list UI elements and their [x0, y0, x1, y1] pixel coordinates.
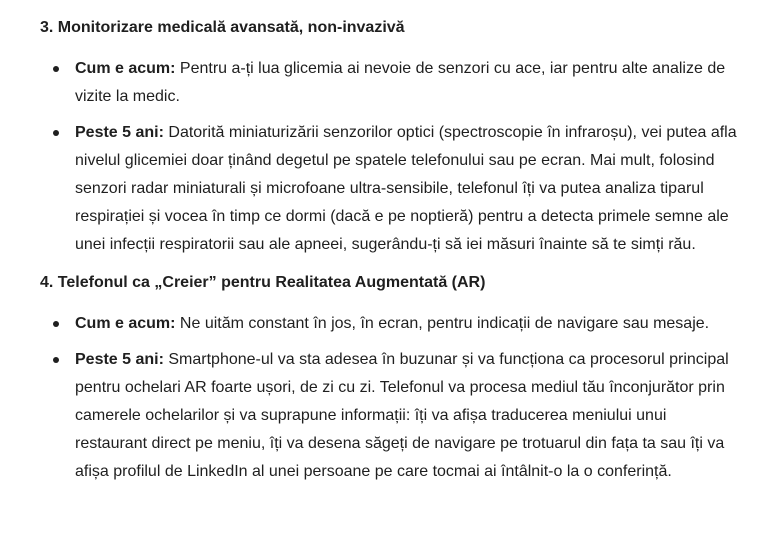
bullet-list — [40, 55, 740, 259]
section-heading: 4. Telefonul ca „Creier” pentru Realitatea Augmentată (AR) — [40, 274, 486, 291]
bullet-lead: Cum e acum: — [75, 60, 176, 77]
list-item — [40, 346, 740, 486]
list-item — [40, 55, 740, 111]
bullet-lead: Peste 5 ani: — [75, 124, 164, 141]
bullet-list — [40, 310, 740, 486]
bullet-text: Ne uităm constant în jos, în ecran, pentru indicații de navigare sau mesaje. — [175, 315, 710, 332]
bullet-lead: Peste 5 ani: — [75, 351, 164, 368]
section-ar-brain — [40, 271, 740, 486]
bullet-lead: Cum e acum: — [75, 315, 176, 332]
section-medical-monitoring — [40, 16, 740, 259]
list-item — [40, 119, 740, 259]
list-item — [40, 310, 740, 338]
bullet-text: Datorită miniaturizării senzorilor optici (spectroscopie în infraroșu), vei putea afla nivelul glicemiei doar ținând degetul pe spatele telefonului sau pe ecran. Mai mult, folosind senzori radar miniaturali și microfoane ultra-sensibile, telefonul îți va putea analiza tiparul respirației și vocea în timp ce dormi (dacă e pe noptieră) pentru a detecta primele semne ale unei infecții respiratorii sau ale apneei, sugerându-ți să iei măsuri înainte să te simți rău. — [75, 124, 737, 253]
bullet-text: Smartphone-ul va sta adesea în buzunar și va funcționa ca procesorul principal pentru ochelari AR foarte ușori, de zi cu zi. Telefonul va procesa mediul tău înconjurător prin camerele ochelarilor și va suprapune informații: îți va afișa traducerea meniului unui restaurant direct pe meniu, îți va desena săgeți de navigare pe trotuarul din fața ta sau îți va afișa profilul de LinkedIn al unei persoane pe care tocmai ai întâlnit-o la o conferință. — [75, 351, 729, 480]
section-heading: 3. Monitorizare medicală avansată, non-invazivă — [40, 19, 405, 36]
bullet-text: Pentru a-ți lua glicemia ai nevoie de senzori cu ace, iar pentru alte analize de vizite la medic. — [75, 60, 726, 105]
